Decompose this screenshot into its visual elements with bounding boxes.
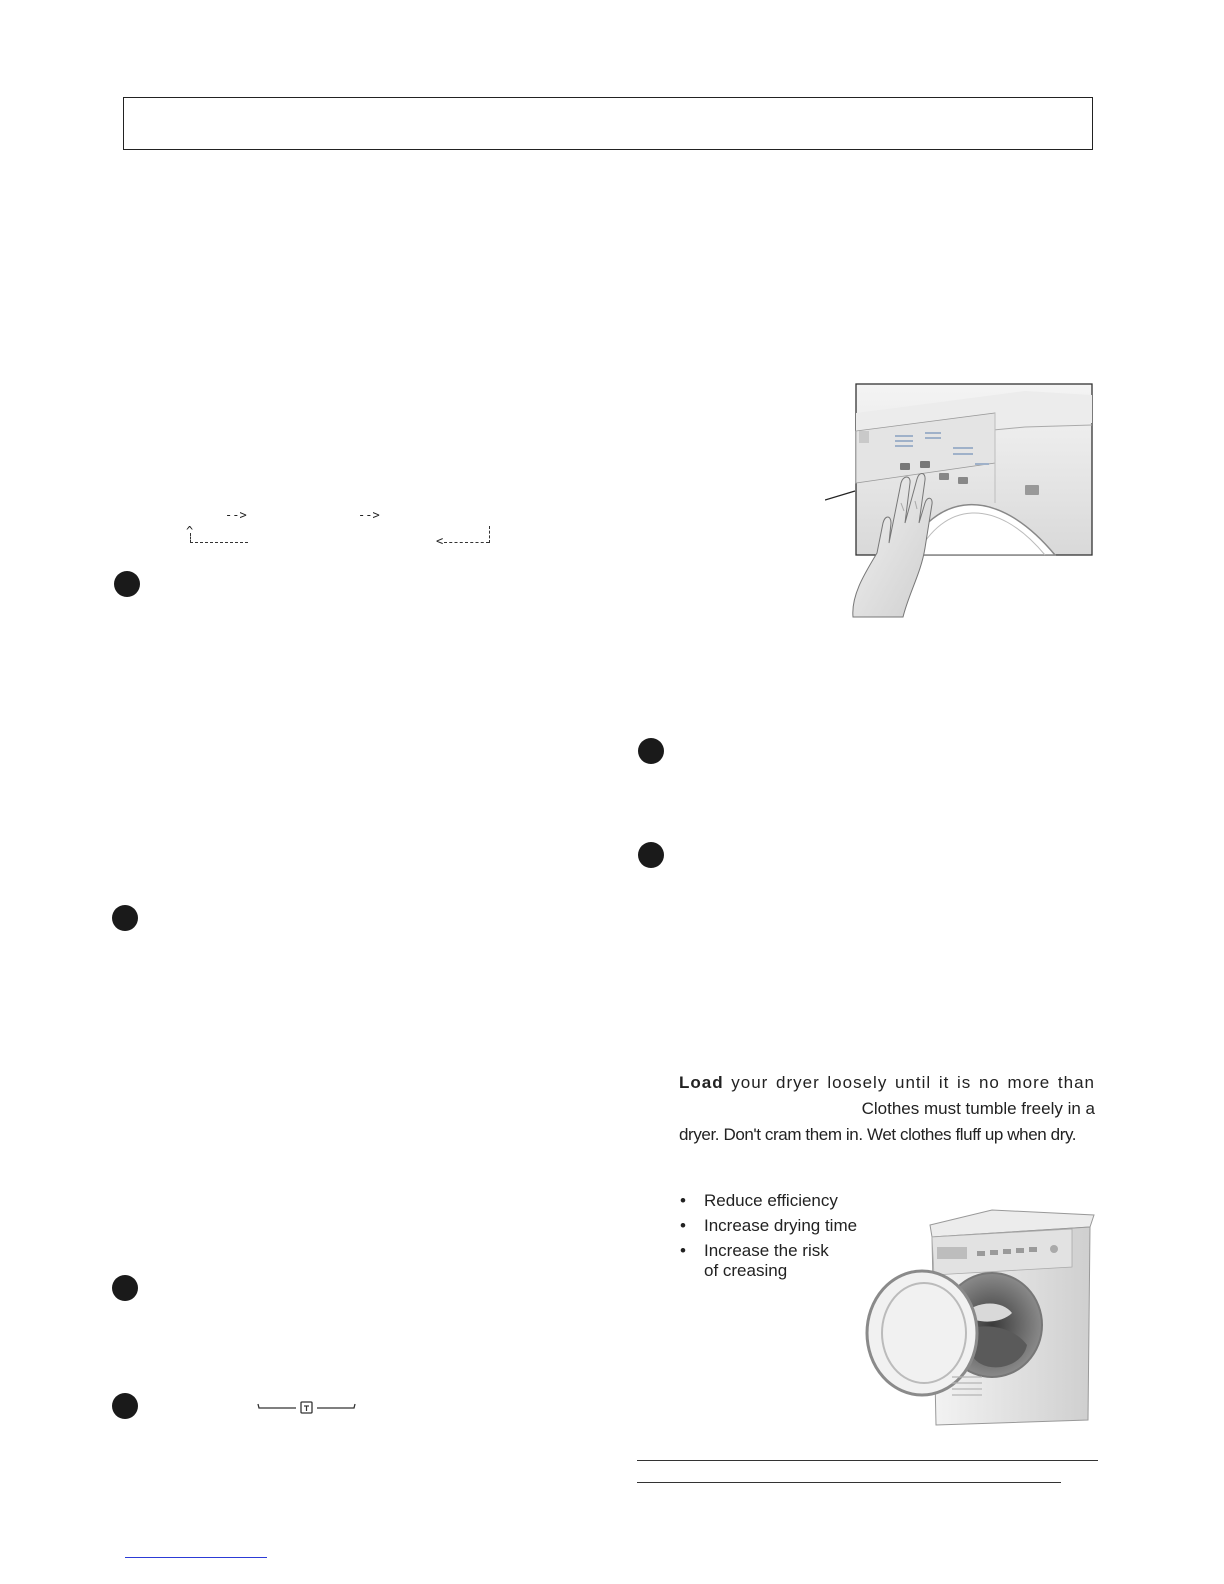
footer-link-underline[interactable] xyxy=(125,1557,267,1558)
load-line-1-rest: your dryer loosely until it is no more than xyxy=(723,1073,1095,1092)
cycle-caret-up: ^ xyxy=(186,524,194,538)
load-line-2: Clothes must tumble freely in a xyxy=(861,1099,1095,1118)
list-item-continuation: of creasing xyxy=(704,1261,788,1280)
step-bullet-1 xyxy=(114,571,140,597)
open-dryer-photo xyxy=(862,1205,1096,1427)
cycle-arrow-right-1: --> xyxy=(225,508,247,522)
step-bullet-4 xyxy=(112,1393,138,1419)
cycle-return-right-vertical xyxy=(489,526,490,543)
list-item: • Increase drying time xyxy=(680,1213,857,1238)
load-line-3: dryer. Don't cram them in. Wet clothes fluff up when dry. xyxy=(679,1125,1077,1144)
step-bullet-6 xyxy=(638,842,664,868)
step-bullet-2 xyxy=(112,905,138,931)
list-item: • Increase the risk xyxy=(680,1238,857,1263)
overload-effects-list xyxy=(680,1188,857,1283)
cycle-return-left-line xyxy=(190,542,248,543)
cycle-arrow-right-2: --> xyxy=(358,508,380,522)
rule-line-1 xyxy=(637,1460,1098,1461)
rule-line-2 xyxy=(637,1482,1061,1483)
header-box xyxy=(123,97,1093,150)
step-bullet-3 xyxy=(112,1275,138,1301)
load-line-1 xyxy=(679,1070,1095,1096)
list-item: • Reduce efficiency xyxy=(680,1188,857,1213)
cycle-return-right-line xyxy=(444,542,489,543)
filter-icon xyxy=(256,1400,358,1416)
load-lead-word: Load xyxy=(679,1073,724,1092)
control-panel-photo xyxy=(825,383,1095,618)
cycle-arrow-left: < xyxy=(436,534,444,548)
step-bullet-5 xyxy=(638,738,664,764)
load-instructions xyxy=(679,1070,1095,1148)
